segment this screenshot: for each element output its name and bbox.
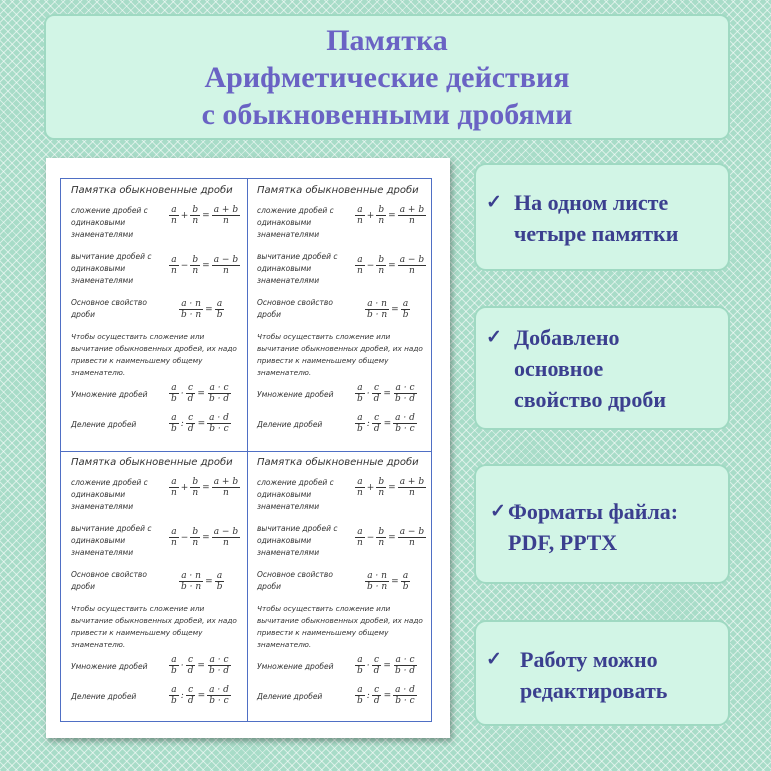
- fraction: $\frac{a \cdot c}{b \cdot d}$: [394, 655, 416, 676]
- title-line-3: с обыкновенными дробями: [201, 98, 573, 131]
- memo-card: [61, 179, 247, 451]
- feature-text: Форматы файла:: [508, 499, 679, 524]
- fraction: $\frac{c}{d}$: [187, 685, 194, 706]
- checkmark-icon: ✓: [490, 501, 506, 522]
- worksheet-preview: [46, 158, 450, 738]
- fraction: $\frac{c}{d}$: [373, 413, 380, 434]
- fraction: $\frac{c}{d}$: [187, 655, 194, 676]
- fraction: $\frac{a}{n}$: [171, 255, 177, 276]
- div-formula: $\frac{a}{b}$ : $\frac{c}{d}$ = $\frac{a \cdot d}{b \cdot c}$: [357, 685, 415, 706]
- rule-text: Чтобы осуществить сложение или вычитание обыкновенных дробей, их надо привести к наименьшему общему знаменателю.: [257, 332, 423, 377]
- prop-formula: $\frac{a \cdot n}{b \cdot n}$ = $\frac{a}{b}$: [367, 299, 409, 320]
- fraction: $\frac{a}{b}$: [171, 655, 177, 676]
- rule-text: Чтобы осуществить сложение или вычитание обыкновенных дробей, их надо привести к наименьшему общему знаменателю.: [71, 604, 237, 649]
- title-line-1: Памятка: [326, 24, 448, 57]
- sub-formula: $\frac{a}{n}$ − $\frac{b}{n}$ = $\frac{a - b}{n}$: [357, 527, 425, 548]
- sub-formula: $\frac{a}{n}$ − $\frac{b}{n}$ = $\frac{a - b}{n}$: [171, 255, 239, 276]
- add-formula: $\frac{a}{n}$ + $\frac{b}{n}$ = $\frac{a + b}{n}$: [357, 477, 425, 498]
- fraction: $\frac{a}{b}$: [357, 413, 363, 434]
- mul-formula: $\frac{a}{b}$ · $\frac{c}{d}$ = $\frac{a \cdot c}{b \cdot d}$: [357, 383, 416, 404]
- fraction: $\frac{a - b}{n}$: [213, 255, 239, 276]
- fraction: $\frac{a \cdot c}{b \cdot d}$: [208, 655, 230, 676]
- fraction: $\frac{a}{b}$: [216, 299, 223, 320]
- add-label: сложение дробей с одинаковыми знаменателями: [257, 478, 334, 511]
- feature-text: четыре памятки: [514, 221, 679, 246]
- rule-text: Чтобы осуществить сложение или вычитание обыкновенных дробей, их надо привести к наименьшему общему знаменателю.: [257, 604, 423, 649]
- title-banner: [44, 14, 730, 140]
- prop-label: Основное свойство дроби: [257, 298, 333, 319]
- feature-box-editable: [474, 620, 730, 726]
- fraction: $\frac{a \cdot n}{b \cdot n}$: [181, 299, 202, 320]
- fraction: $\frac{a}{b}$: [171, 413, 177, 434]
- fraction: $\frac{a}{b}$: [402, 299, 409, 320]
- fraction: $\frac{a}{b}$: [357, 685, 363, 706]
- memo-card: [61, 451, 247, 723]
- mul-formula: $\frac{a}{b}$ · $\frac{c}{d}$ = $\frac{a \cdot c}{b \cdot d}$: [171, 655, 230, 676]
- mul-label: Умножение дробей: [71, 662, 148, 671]
- fraction: $\frac{b}{n}$: [378, 205, 385, 226]
- fraction: $\frac{a}{n}$: [357, 477, 363, 498]
- feature-box-formats: [474, 464, 730, 584]
- fraction: $\frac{a}{n}$: [357, 527, 363, 548]
- fraction: $\frac{a}{n}$: [357, 255, 363, 276]
- sub-label: вычитание дробей с одинаковыми знаменателями: [257, 524, 338, 557]
- feature-text: основное: [514, 356, 604, 381]
- fraction: $\frac{b}{n}$: [192, 205, 199, 226]
- memo-card: [247, 179, 433, 451]
- div-label: Деление дробей: [71, 420, 137, 429]
- fraction: $\frac{a \cdot n}{b \cdot n}$: [367, 299, 388, 320]
- sub-label: вычитание дробей с одинаковыми знаменателями: [257, 252, 338, 285]
- fraction: $\frac{a - b}{n}$: [399, 527, 425, 548]
- feature-text: PDF, PPTX: [508, 530, 618, 555]
- div-label: Деление дробей: [71, 692, 137, 701]
- fraction: $\frac{a}{b}$: [357, 655, 363, 676]
- checkmark-icon: ✓: [486, 649, 502, 670]
- fraction: $\frac{a + b}{n}$: [213, 205, 239, 226]
- checkmark-icon: ✓: [486, 327, 502, 348]
- sub-label: вычитание дробей с одинаковыми знаменателями: [71, 524, 152, 557]
- feature-text: свойство дроби: [514, 387, 667, 412]
- fraction: $\frac{a}{b}$: [171, 383, 177, 404]
- mul-formula: $\frac{a}{b}$ · $\frac{c}{d}$ = $\frac{a \cdot c}{b \cdot d}$: [171, 383, 230, 404]
- memo-title: Памятка обыкновенные дроби: [257, 185, 419, 196]
- mul-formula: $\frac{a}{b}$ · $\frac{c}{d}$ = $\frac{a \cdot c}{b \cdot d}$: [357, 655, 416, 676]
- fraction: $\frac{a}{b}$: [216, 571, 223, 592]
- prop-label: Основное свойство дроби: [71, 570, 147, 591]
- fraction: $\frac{a \cdot c}{b \cdot d}$: [208, 383, 230, 404]
- title-line-2: Арифметические действия: [204, 61, 570, 94]
- fraction: $\frac{c}{d}$: [373, 655, 380, 676]
- fraction: $\frac{c}{d}$: [187, 383, 194, 404]
- div-label: Деление дробей: [257, 420, 323, 429]
- fraction: $\frac{a + b}{n}$: [399, 477, 425, 498]
- fraction: $\frac{a}{n}$: [171, 477, 177, 498]
- prop-label: Основное свойство дроби: [71, 298, 147, 319]
- fraction: $\frac{a - b}{n}$: [399, 255, 425, 276]
- fraction: $\frac{a - b}{n}$: [213, 527, 239, 548]
- add-label: сложение дробей с одинаковыми знаменателями: [257, 206, 334, 239]
- feature-text: Работу можно: [520, 647, 658, 672]
- fraction: $\frac{b}{n}$: [192, 477, 199, 498]
- fraction: $\frac{a}{n}$: [357, 205, 363, 226]
- fraction: $\frac{b}{n}$: [378, 527, 385, 548]
- prop-formula: $\frac{a \cdot n}{b \cdot n}$ = $\frac{a}{b}$: [181, 299, 223, 320]
- fraction: $\frac{a}{n}$: [171, 205, 177, 226]
- fraction: $\frac{b}{n}$: [192, 255, 199, 276]
- rule-text: Чтобы осуществить сложение или вычитание обыкновенных дробей, их надо привести к наименьшему общему знаменателю.: [71, 332, 237, 377]
- mul-label: Умножение дробей: [257, 662, 334, 671]
- fraction: $\frac{a \cdot d}{b \cdot c}$: [209, 413, 229, 434]
- fraction: $\frac{a + b}{n}$: [213, 477, 239, 498]
- mul-label: Умножение дробей: [71, 390, 148, 399]
- add-formula: $\frac{a}{n}$ + $\frac{b}{n}$ = $\frac{a + b}{n}$: [171, 477, 239, 498]
- fraction: $\frac{c}{d}$: [373, 685, 380, 706]
- fraction: $\frac{a}{b}$: [357, 383, 363, 404]
- fraction: $\frac{c}{d}$: [373, 383, 380, 404]
- feature-text: Добавлено: [514, 325, 620, 350]
- fraction: $\frac{a}{n}$: [171, 527, 177, 548]
- div-label: Деление дробей: [257, 692, 323, 701]
- fraction: $\frac{b}{n}$: [192, 527, 199, 548]
- prop-formula: $\frac{a \cdot n}{b \cdot n}$ = $\frac{a}{b}$: [181, 571, 223, 592]
- fraction: $\frac{a \cdot n}{b \cdot n}$: [367, 571, 388, 592]
- sub-formula: $\frac{a}{n}$ − $\frac{b}{n}$ = $\frac{a - b}{n}$: [357, 255, 425, 276]
- fraction: $\frac{c}{d}$: [187, 413, 194, 434]
- memo-card: [247, 451, 433, 723]
- fraction: $\frac{a}{b}$: [171, 685, 177, 706]
- memo-title: Памятка обыкновенные дроби: [71, 457, 233, 468]
- feature-box-four-memos: [474, 163, 730, 271]
- fraction: $\frac{a}{b}$: [402, 571, 409, 592]
- memo-title: Памятка обыкновенные дроби: [71, 185, 233, 196]
- prop-formula: $\frac{a \cdot n}{b \cdot n}$ = $\frac{a}{b}$: [367, 571, 409, 592]
- add-label: сложение дробей с одинаковыми знаменателями: [71, 206, 148, 239]
- fraction: $\frac{a \cdot n}{b \cdot n}$: [181, 571, 202, 592]
- fraction: $\frac{b}{n}$: [378, 477, 385, 498]
- fraction: $\frac{a \cdot c}{b \cdot d}$: [394, 383, 416, 404]
- sub-label: вычитание дробей с одинаковыми знаменателями: [71, 252, 152, 285]
- fraction: $\frac{a \cdot d}{b \cdot c}$: [209, 685, 229, 706]
- worksheet-grid: [60, 178, 432, 722]
- checkmark-icon: ✓: [486, 192, 502, 213]
- memo-title: Памятка обыкновенные дроби: [257, 457, 419, 468]
- feature-text: На одном листе: [514, 190, 669, 215]
- add-formula: $\frac{a}{n}$ + $\frac{b}{n}$ = $\frac{a + b}{n}$: [357, 205, 425, 226]
- div-formula: $\frac{a}{b}$ : $\frac{c}{d}$ = $\frac{a \cdot d}{b \cdot c}$: [357, 413, 415, 434]
- feature-box-property: [474, 306, 730, 430]
- fraction: $\frac{b}{n}$: [378, 255, 385, 276]
- prop-label: Основное свойство дроби: [257, 570, 333, 591]
- fraction: $\frac{a \cdot d}{b \cdot c}$: [395, 413, 415, 434]
- div-formula: $\frac{a}{b}$ : $\frac{c}{d}$ = $\frac{a \cdot d}{b \cdot c}$: [171, 685, 229, 706]
- add-formula: $\frac{a}{n}$ + $\frac{b}{n}$ = $\frac{a + b}{n}$: [171, 205, 239, 226]
- add-label: сложение дробей с одинаковыми знаменателями: [71, 478, 148, 511]
- fraction: $\frac{a \cdot d}{b \cdot c}$: [395, 685, 415, 706]
- fraction: $\frac{a + b}{n}$: [399, 205, 425, 226]
- mul-label: Умножение дробей: [257, 390, 334, 399]
- div-formula: $\frac{a}{b}$ : $\frac{c}{d}$ = $\frac{a \cdot d}{b \cdot c}$: [171, 413, 229, 434]
- feature-text: редактировать: [520, 678, 668, 703]
- sub-formula: $\frac{a}{n}$ − $\frac{b}{n}$ = $\frac{a - b}{n}$: [171, 527, 239, 548]
